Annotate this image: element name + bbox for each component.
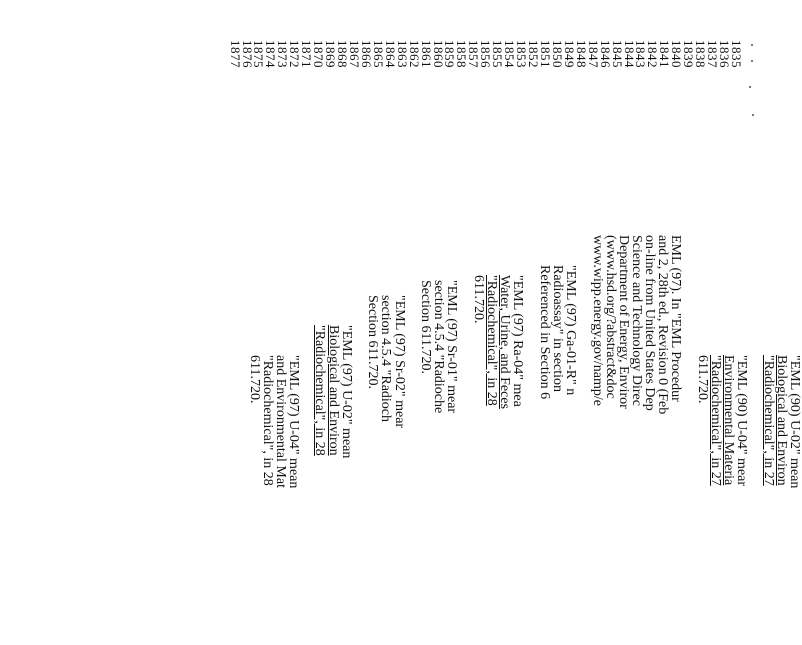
line-number: 1854 — [502, 40, 518, 68]
text-line: Biological and Environ — [774, 355, 789, 486]
text-line: section 4.5.4 "Radioche — [431, 280, 446, 414]
line-number: 1845 — [609, 40, 625, 68]
text-line: "Radiochemical", in 28 — [260, 355, 275, 486]
text-line: "EML (97) Sr-02" mear — [392, 295, 407, 429]
text-line: and Environmental Mat — [273, 355, 288, 488]
text-line: Biological and Environ — [326, 325, 341, 456]
text-line: "EML (97) Ra-04" mea — [510, 275, 525, 407]
line-number: 1872 — [287, 40, 303, 68]
text-line: Science and Technology Direc — [629, 235, 644, 406]
line-number: 1848 — [573, 40, 589, 68]
line-number: 1863 — [394, 40, 410, 68]
line-number: 1856 — [478, 40, 494, 68]
line-number: 1861 — [418, 40, 434, 68]
line-number: 1846 — [597, 40, 613, 68]
line-number: 1870 — [311, 40, 327, 68]
line-number: 1841 — [657, 40, 673, 68]
line-number: 1874 — [263, 40, 279, 68]
line-number: 1858 — [454, 40, 470, 68]
line-number: 1876 — [239, 40, 255, 68]
text-line: 611.720. — [247, 355, 262, 404]
line-number: 1866 — [358, 40, 374, 68]
text-line: Section 611.720. — [365, 295, 380, 389]
text-line: "EML (97) Ga-01-R" n — [563, 265, 578, 396]
line-number: 1837 — [705, 40, 721, 68]
line-number: 1859 — [442, 40, 458, 68]
text-line: "EML (97) Sr-01" mear — [444, 280, 459, 414]
line-number: 1843 — [633, 40, 649, 68]
text-line: "EML (97) U-04" mean — [286, 355, 301, 489]
line-number: 1871 — [299, 40, 315, 68]
text-line: Water, Urine, and Feces — [497, 275, 512, 409]
text-line: on-line from United States Dep — [642, 235, 657, 411]
text-line: and 2, 28th ed., Revision 0 (Feb — [655, 235, 670, 415]
text-line: EML (97). In "EML Procedur — [668, 235, 683, 402]
line-number: 1873 — [275, 40, 291, 68]
line-number: 1852 — [526, 40, 542, 68]
line-number: 1862 — [406, 40, 422, 68]
text-line: "EML (90) U-02" mean — [787, 355, 802, 489]
line-number: 1842 — [645, 40, 661, 68]
line-number-column — [229, 40, 742, 100]
line-number: 1840 — [669, 40, 685, 68]
scan-speck — [752, 114, 754, 116]
text-line: "Radiochemical", in 27 — [761, 355, 776, 486]
line-number: 1877 — [227, 40, 243, 68]
line-number: 1853 — [514, 40, 530, 68]
text-line: 611.720. — [471, 275, 486, 324]
line-number: 1860 — [430, 40, 446, 68]
text-line: Section 611.720. — [418, 280, 433, 374]
text-line: 611.720. — [695, 355, 710, 404]
text-line: "Radiochemical", in 28 — [312, 325, 327, 456]
text-line: "Radiochemical", in 28 — [484, 275, 499, 406]
text-line: www.wipp.energy.gov/namp/e — [590, 235, 605, 406]
line-number: 1869 — [323, 40, 339, 68]
line-number: 1847 — [585, 40, 601, 68]
text-line: "EML (97) U-02" mean — [339, 325, 354, 459]
line-number: 1836 — [717, 40, 733, 68]
line-number: 1849 — [561, 40, 577, 68]
text-line: section 4.5.4 "Radioch — [378, 295, 393, 423]
text-line: "EML (90) U-04" mear — [734, 355, 749, 487]
line-number: 1855 — [490, 40, 506, 68]
text-line: (www.hsd.org/?abstract&doc — [603, 235, 618, 399]
text-line: "Radiochemical", in 27 — [708, 355, 723, 486]
text-line: Radioassay" in section — [550, 265, 565, 393]
line-number: 1850 — [549, 40, 565, 68]
scan-speck — [751, 60, 753, 62]
line-number: 1851 — [538, 40, 553, 68]
line-number: 1857 — [466, 40, 482, 68]
scan-speck — [749, 86, 751, 88]
line-number: 1835 — [729, 40, 744, 68]
line-number: 1864 — [382, 40, 398, 68]
line-number: 1867 — [347, 40, 362, 68]
scan-speck — [751, 44, 753, 46]
line-number: 1838 — [693, 40, 709, 68]
line-number: 1868 — [335, 40, 351, 68]
line-number: 1875 — [251, 40, 267, 68]
line-number: 1839 — [681, 40, 697, 68]
text-line: Department of Energy, Enviror — [616, 235, 631, 409]
line-number: 1865 — [370, 40, 386, 68]
text-line: Referenced in Section 6 — [537, 265, 552, 400]
line-number: 1844 — [621, 40, 637, 68]
text-line: Environmental Materia — [721, 355, 736, 486]
